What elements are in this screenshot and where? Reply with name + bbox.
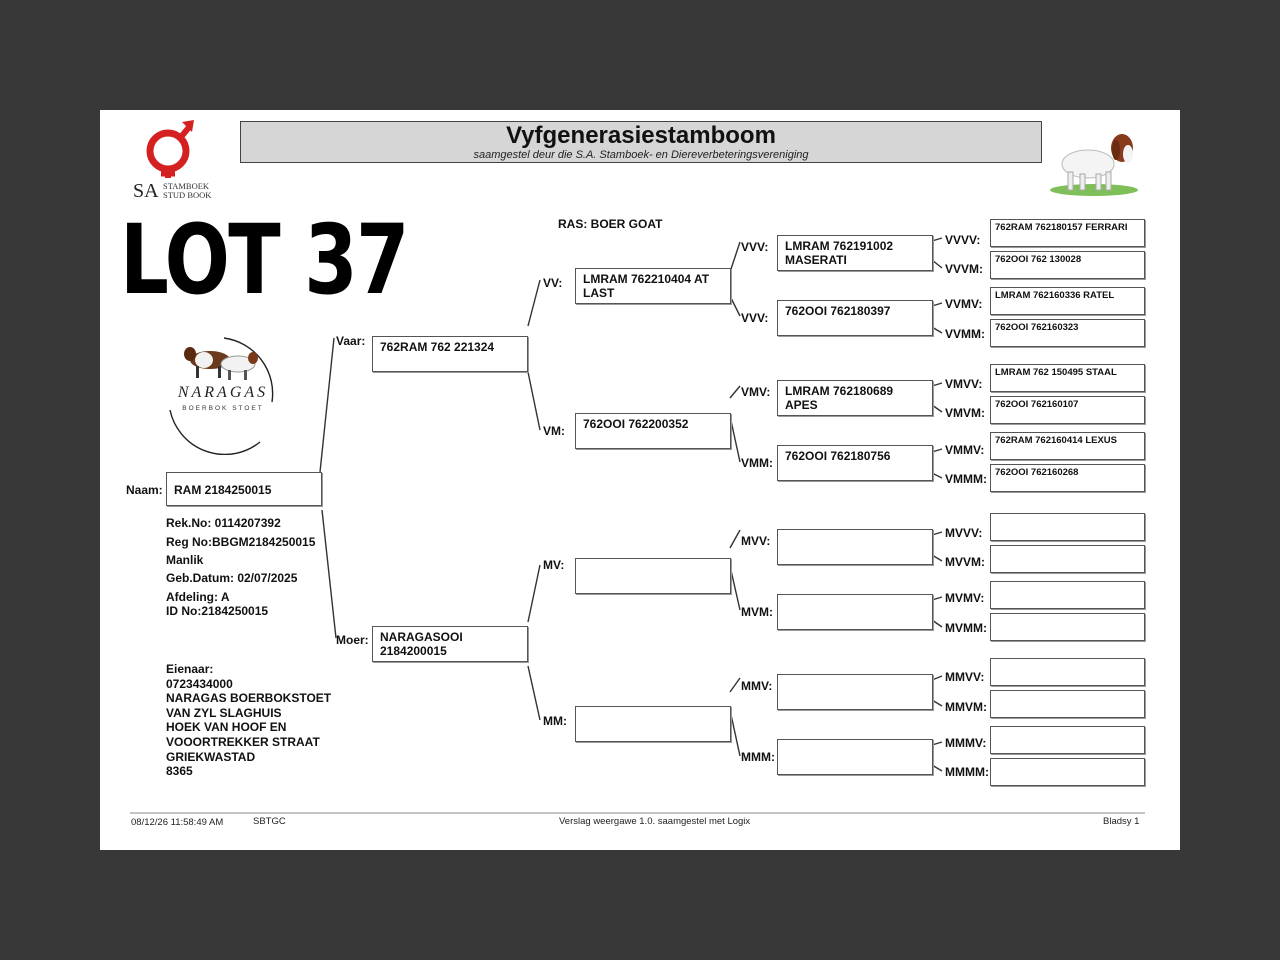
vvvm-label: VVVM:	[945, 262, 984, 276]
logo-line1: STAMBOEK	[163, 181, 210, 191]
mvvv-box	[990, 513, 1145, 541]
owner-label: Eienaar:	[166, 662, 214, 676]
vmmv-box: 762RAM 762160414 LEXUS	[990, 432, 1145, 460]
moer-label: Moer:	[336, 633, 369, 647]
owner-phone: 0723434000	[166, 676, 233, 691]
mvmm-label: MVMM:	[945, 621, 987, 635]
vvv-box: LMRAM 762191002 MASERATI	[777, 235, 933, 271]
mmvv-box	[990, 658, 1145, 686]
vaar-label: Vaar:	[336, 334, 366, 348]
vvvm-box: 762OOI 762 130028	[990, 251, 1145, 279]
mmv-label: MMV:	[741, 679, 773, 693]
mvvm-box	[990, 545, 1145, 573]
report-subtitle: saamgestel deur die S.A. Stamboek- en Diereverbeteringsvereniging	[473, 149, 809, 161]
vv-box: LMRAM 762210404 AT LAST	[575, 268, 731, 304]
breed-label: RAS: BOER GOAT	[558, 217, 663, 231]
mv-box	[575, 558, 731, 594]
stud-logo-name: NARAGAS	[177, 384, 269, 401]
owner-name: NARAGAS BOERBOKSTOET	[166, 691, 332, 706]
dam-box: NARAGASOOI 2184200015	[372, 626, 528, 662]
vvvv-box: 762RAM 762180157 FERRARI	[990, 219, 1145, 247]
footer-code: SBTGC	[253, 816, 286, 827]
subject-name-box: RAM 2184250015	[166, 472, 322, 506]
vvvv-label: VVVV:	[945, 233, 981, 247]
mm-box	[575, 706, 731, 742]
footer-timestamp: 08/12/26 11:58:49 AM	[131, 817, 224, 828]
vvmm-label: VVMM:	[945, 327, 985, 341]
mvm-label: MVM:	[741, 605, 773, 619]
pedigree-sheet	[100, 110, 1180, 850]
lot-number: LOT 37	[120, 204, 408, 316]
mmmm-box	[990, 758, 1145, 786]
vmvv-box: LMRAM 762 150495 STAAL	[990, 364, 1145, 392]
vvmm-box: 762OOI 762160323	[990, 319, 1145, 347]
owner-address-line1: VAN ZYL SLAGHUIS	[166, 705, 282, 720]
mvmv-box	[990, 581, 1145, 609]
footer-page: Bladsy 1	[1103, 816, 1140, 827]
vvmv-label: VVMV:	[945, 297, 983, 311]
report-title: Vyfgenerasiestamboom	[506, 122, 776, 149]
reg-no: Reg No:BBGM2184250015	[166, 535, 316, 549]
vm-label: VM:	[543, 424, 565, 438]
mmmv-box	[990, 726, 1145, 754]
mvv-box	[777, 529, 933, 565]
vmv-label: VMV:	[741, 385, 771, 399]
vmmm-label: VMMM:	[945, 472, 987, 486]
mmvm-box	[990, 690, 1145, 718]
sex: Manlik	[166, 553, 204, 567]
vvm-label: VVV:	[741, 311, 769, 325]
vmvm-label: VMVM:	[945, 406, 985, 420]
mvvv-label: MVVV:	[945, 526, 983, 540]
mvvm-label: MVVM:	[945, 555, 985, 569]
vmvm-box: 762OOI 762160107	[990, 396, 1145, 424]
stud-logo-subtitle: BOERBOK STOET	[182, 405, 264, 412]
owner-address-line2: HOEK VAN HOOF EN	[166, 720, 287, 735]
owner-address-line3: VOOORTREKKER STRAAT	[166, 735, 320, 749]
naam-label: Naam:	[126, 483, 163, 497]
vvv-label: VVV:	[741, 240, 769, 254]
vmvv-label: VMVV:	[945, 377, 983, 391]
mvmv-label: MVMV:	[945, 591, 985, 605]
mmvv-label: MMVV:	[945, 670, 985, 684]
vv-label: VV:	[543, 276, 563, 290]
afdeling: Afdeling: A	[166, 590, 230, 604]
vmm-box: 762OOI 762180756	[777, 445, 933, 481]
vvm-box: 762OOI 762180397	[777, 300, 933, 336]
mmm-box	[777, 739, 933, 775]
logo-line2: STUD BOOK	[163, 190, 212, 200]
vmm-label: VMM:	[741, 456, 773, 470]
vm-box: 762OOI 762200352	[575, 413, 731, 449]
mmmm-label: MMMM:	[945, 765, 989, 779]
mmv-box	[777, 674, 933, 710]
vmv-box: LMRAM 762180689 APES	[777, 380, 933, 416]
mvm-box	[777, 594, 933, 630]
mvmm-box	[990, 613, 1145, 641]
mvv-label: MVV:	[741, 534, 771, 548]
vvmv-box: LMRAM 762160336 RATEL	[990, 287, 1145, 315]
vmmv-label: VMMV:	[945, 443, 985, 457]
vmmm-box: 762OOI 762160268	[990, 464, 1145, 492]
mm-label: MM:	[543, 714, 567, 728]
mmvm-label: MMVM:	[945, 700, 987, 714]
rek-no: Rek.No: 0114207392	[166, 516, 281, 530]
id-no: ID No:2184250015	[166, 604, 269, 618]
mmm-label: MMM:	[741, 750, 775, 764]
sire-box: 762RAM 762 221324	[372, 336, 528, 372]
mv-label: MV:	[543, 558, 565, 572]
owner-town: GRIEKWASTAD	[166, 749, 256, 764]
footer-version: Verslag weergawe 1.0. saamgestel met Logix	[559, 816, 751, 827]
mmmv-label: MMMV:	[945, 736, 987, 750]
logo-letters: SA	[133, 180, 159, 202]
birth-date: Geb.Datum: 02/07/2025	[166, 571, 298, 585]
owner-postcode: 8365	[166, 764, 193, 779]
